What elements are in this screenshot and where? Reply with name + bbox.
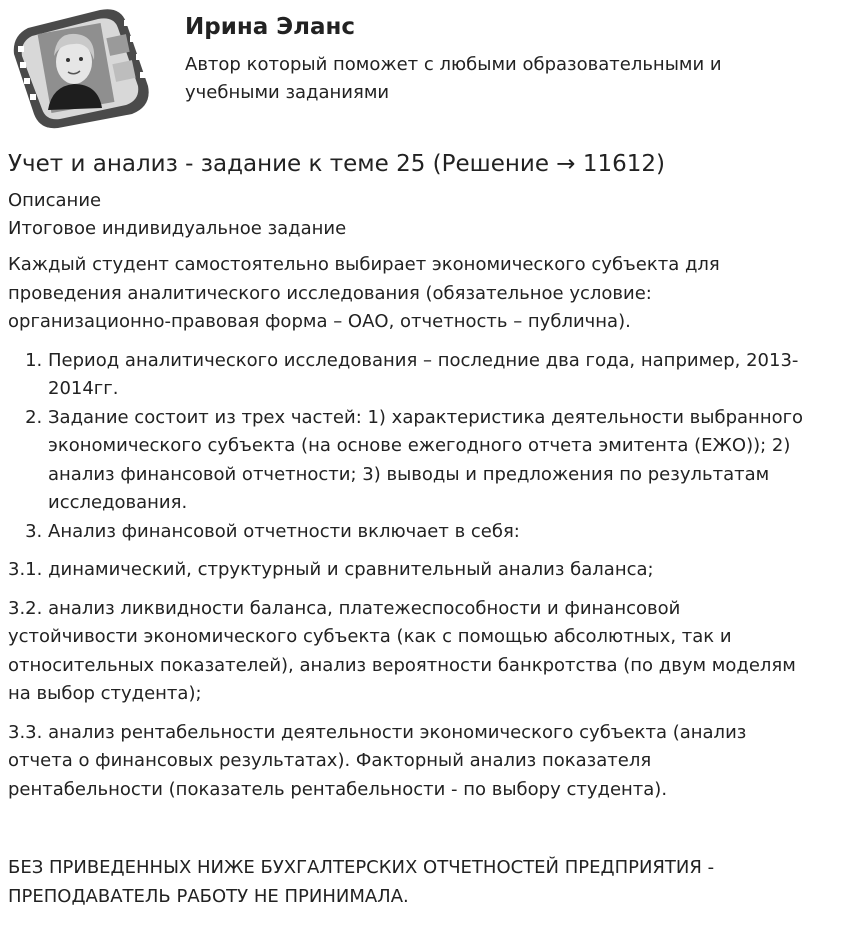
page-title: Учет и анализ - задание к теме 25 (Решение → 11612) [8,151,666,177]
task-content [8,147,808,911]
task-intro: Каждый студент самостоятельно выбирает экономического субъекта для проведения аналитического исследования (обязательное условие: организационно-правовая форма – ОАО, отчетность – публична). [8,254,720,332]
sub-item-3-3: 3.3. анализ рентабельности деятельности экономического субъекта (анализ отчета о финансовых результатах). Факторный анализ показателя рентабельности (показатель рентабельности - по выбору студента). [8,721,747,800]
description-label: Описание [8,190,102,211]
list-item: 3. Анализ финансовой отчетности включает в себя: [48,518,808,547]
list-item: 2. Задание состоит из трех частей: 1) характеристика деятельности выбранного экономического субъекта (на основе ежегодного отчета эмитента (ЕЖО)); 2) анализ финансовой отчетности; 3) выводы и предложения по результатам исследования. [48,404,808,518]
notice-text: БЕЗ ПРИВЕДЕННЫХ НИЖЕ БУХГАЛТЕРСКИХ ОТЧЕТНОСТЕЙ ПРЕДПРИЯТИЯ - ПРЕПОДАВАТЕЛЬ РАБОТУ НЕ ПРИНИМАЛА. [8,857,715,907]
list-item: 1. Период аналитического исследования – последние два года, например, 2013-2014гг. [48,347,808,404]
task-subtitle: Итоговое индивидуальное задание [8,218,347,239]
author-name[interactable]: Ирина Эланс [185,14,356,40]
task-list [8,347,808,547]
portrait-photo [38,23,115,113]
author-avatar[interactable] [8,6,152,130]
author-header [0,0,847,140]
sub-item-3-2: 3.2. анализ ликвидности баланса, платежеспособности и финансовой устойчивости экономического субъекта (как с помощью абсолютных, так и относительных показателей), анализ вероятности банкротства (по двум моделям на выбор студента); [8,597,796,704]
author-description: Автор который поможет с любыми образовательными и учебными заданиями [185,54,722,103]
sub-item-3-1: 3.1. динамический, структурный и сравнительный анализ баланса; [8,559,654,580]
